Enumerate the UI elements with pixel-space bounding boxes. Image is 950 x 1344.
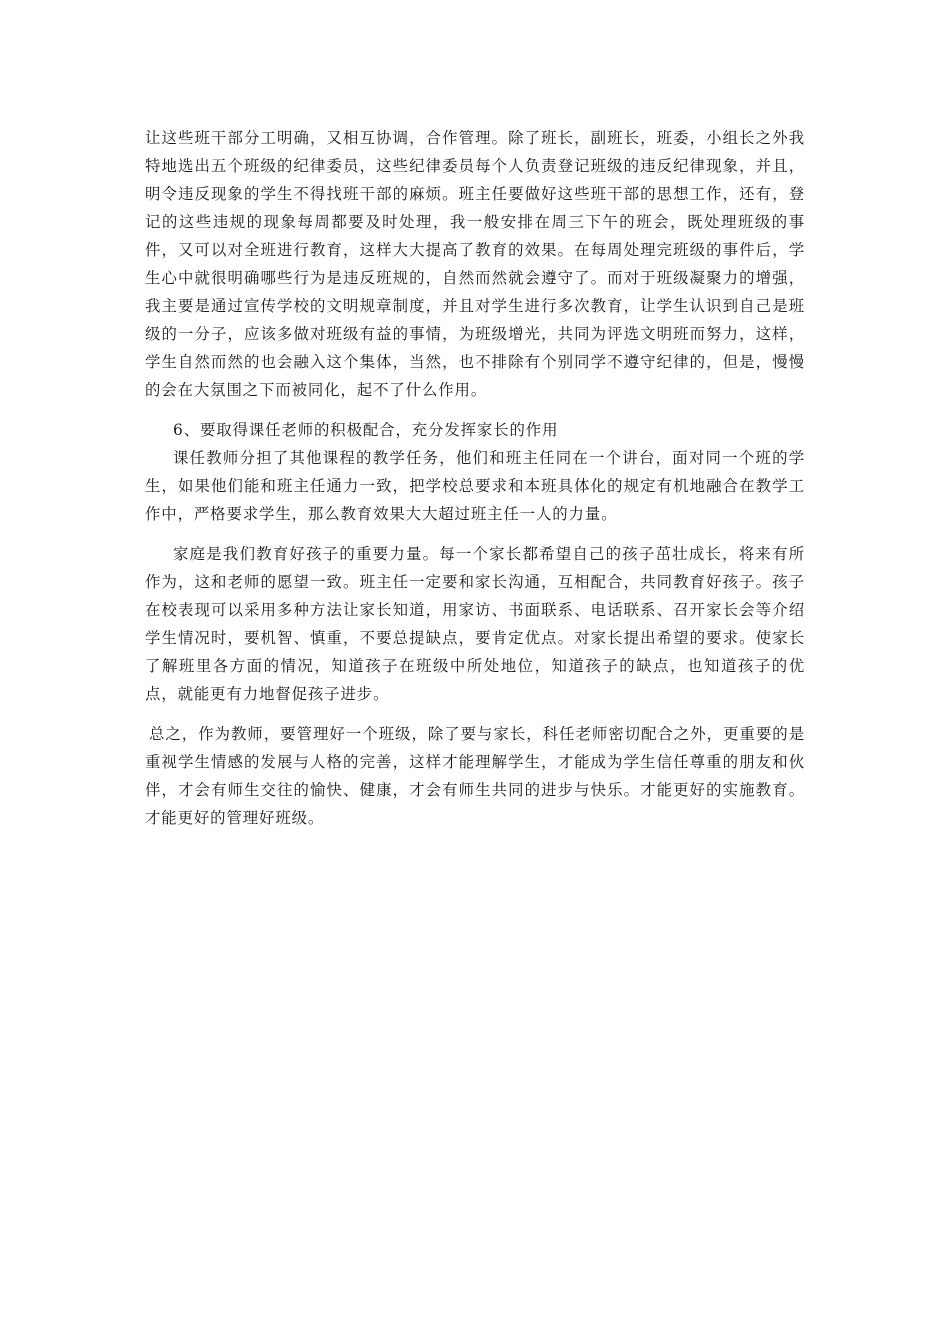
paragraph-conclusion: 总之，作为教师，要管理好一个班级，除了要与家长，科任老师密切配合之外，更重要的是重视学生情感的发展与人格的完善，这样才能理解学生，才能成为学生信任尊重的朋友和伙伴，才会有师生交往的愉快、健康，才会有师生共同的进步与快乐。才能更好的实施教育。才能更好的管理好班级。	[145, 725, 805, 827]
paragraph-subject-teachers: 课任教师分担了其他课程的教学任务，他们和班主任同在一个讲台，面对同一个班的学生，如果他们能和班主任通力一致，把学校总要求和本班具体化的规定有机地融合在教学工作中，严格要求学生，那么教育效果大大超过班主任一人的力量。	[145, 449, 805, 523]
document-page	[145, 124, 805, 832]
section-heading-6: 6、要取得课任老师的积极配合，充分发挥家长的作用	[173, 421, 559, 439]
paragraph-parents: 家庭是我们教育好孩子的重要力量。每一个家长都希望自己的孩子茁壮成长，将来有所作为，这和老师的愿望一致。班主任一定要和家长沟通，互相配合，共同教育好孩子。孩子在校表现可以采用多种方法让家长知道，用家访、书面联系、电话联系、召开家长会等介绍学生情况时，要机智、慎重，不要总提缺点，要肯定优点。对家长提出希望的要求。使家长了解班里各方面的情况，知道孩子在班级中所处地位，知道孩子的缺点，也知道孩子的优点，就能更有力地督促孩子进步。	[145, 545, 805, 703]
paragraph-class-cadres: 让这些班干部分工明确，又相互协调，合作管理。除了班长，副班长，班委，小组长之外我特地选出五个班级的纪律委员，这些纪律委员每个人负责登记班级的违反纪律现象，并且，明令违反现象的学生不得找班干部的麻烦。班主任要做好这些班干部的思想工作，还有，登记的这些违规的现象每周都要及时处理，我一般安排在周三下午的班会，既处理班级的事件，又可以对全班进行教育，这样大大提高了教育的效果。在每周处理完班级的事件后，学生心中就很明确哪些行为是违反班规的，自然而然就会遵守了。而对于班级凝聚力的增强，我主要是通过宣传学校的文明规章制度，并且对学生进行多次教育，让学生认识到自己是班级的一分子，应该多做对班级有益的事情，为班级增光，共同为评选文明班而努力，这样，学生自然而然的也会融入这个集体，当然，也不排除有个别同学不遵守纪律的，但是，慢慢的会在大氛围之下而被同化，起不了什么作用。	[145, 129, 805, 399]
